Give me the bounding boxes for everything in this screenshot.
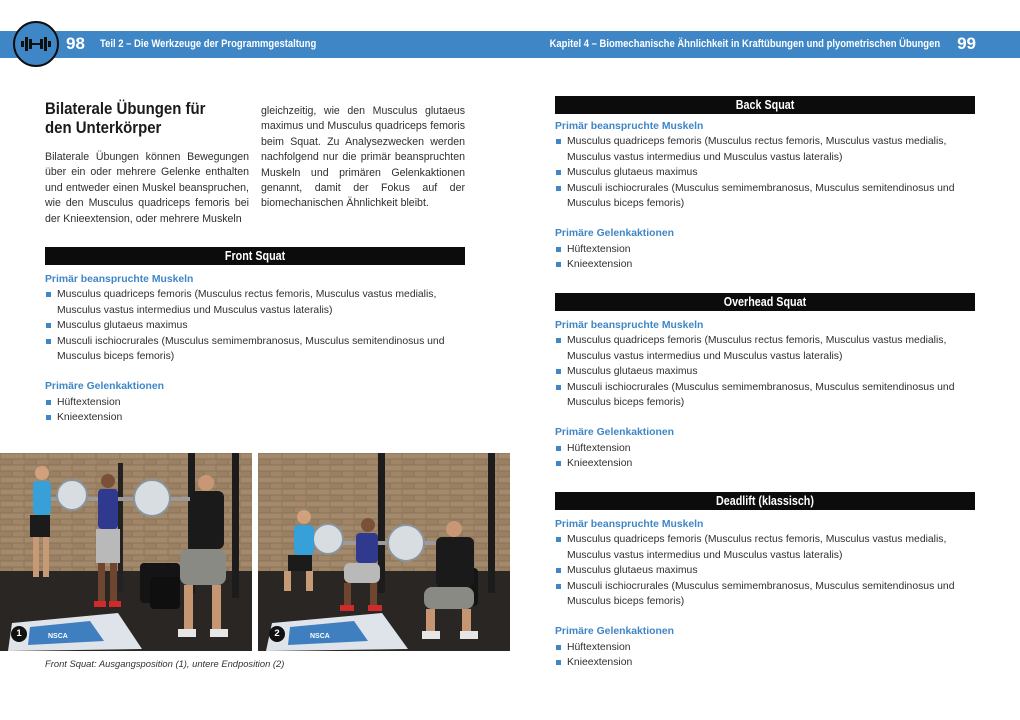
intro-paragraph-col2: gleichzeitig, wie den Musculus glutaeus maximus und Musculus quadriceps femoris beim Squat. Zu Analysezwecken werden nachfolgend nur die primär beanspruchten Muskeln und primären Gelenkaktionen genannt, damit der Fokus auf der biomechanischen Ähnlichkeit bleibt. [261,105,465,210]
joints-list [555,640,975,671]
joints-label: Primäre Gelenkaktionen [555,626,674,638]
list-item: Musculus quadriceps femoris (Musculus rectus femoris, Musculus vastus medialis, Musculus vastus intermedius und Musculus vastus lateralis) [555,333,975,364]
dumbbell-logo-icon [13,21,59,67]
list-item: Musculus quadriceps femoris (Musculus rectus femoris, Musculus vastus medialis, Musculus vastus intermedius und Musculus vastus lateralis) [555,134,975,165]
exercise-heading-deadlift: Deadlift (klassisch) [555,492,975,510]
dumbbell-icon [21,35,51,53]
exercise-heading-front-squat: Front Squat [45,247,465,265]
intro-paragraph-col1: Bilaterale Übungen können Bewegungen über ein oder mehrere Gelenke enthalten und entweder einen Muskel beanspruchen, wie den Musculus quadriceps femoris bei der Knieextension, oder mehrere Muskeln [45,151,249,225]
figure-caption: Front Squat: Ausgangsposition (1), untere Endposition (2) [45,658,285,669]
joints-label: Primäre Gelenkaktionen [555,228,674,240]
photo-illustration [0,453,252,651]
list-item: Musculus glutaeus maximus [555,364,975,379]
page-number-right: 99 [957,34,976,53]
photo-illustration [258,453,510,651]
list-item: Hüftextension [555,441,975,456]
section-title: Bilaterale Übungen für den Unterkörper [45,99,206,137]
list-item: Musculus glutaeus maximus [555,563,975,578]
floor-logo-text: NSCA [310,633,330,640]
exercise-block-front-squat [45,272,465,426]
muscles-list [555,333,975,410]
list-item: Musculi ischiocrurales (Musculus semimembranosus, Musculus semitendinosus und Musculus biceps femoris) [555,579,975,610]
page-number-left: 98 [66,34,85,53]
list-item: Hüftextension [45,395,465,410]
list-item: Musculi ischiocrurales (Musculus semimembranosus, Musculus semitendinosus und Musculus biceps femoris) [45,334,465,365]
list-item: Musculi ischiocrurales (Musculus semimembranosus, Musculus semitendinosus und Musculus biceps femoris) [555,181,975,212]
joints-list [45,395,465,426]
photo-badge-2: 2 [269,626,285,642]
list-item: Knieextension [45,410,465,425]
list-item: Knieextension [555,257,975,272]
running-head-right: Kapitel 4 – Biomechanische Ähnlichkeit in Kraftübungen und plyometrischen Übungen [549,38,940,50]
muscles-list [555,134,975,211]
list-item: Musculi ischiocrurales (Musculus semimembranosus, Musculus semitendinosus und Musculus biceps femoris) [555,380,975,411]
muscles-label: Primär beanspruchte Muskeln [555,519,704,530]
photo-front-squat-start [0,453,252,651]
photo-front-squat-bottom [258,453,510,651]
list-item: Musculus quadriceps femoris (Musculus rectus femoris, Musculus vastus medialis, Musculus vastus intermedius und Musculus vastus lateralis) [45,287,465,318]
page-header [0,31,1020,58]
joints-label: Primäre Gelenkaktionen [45,381,164,393]
list-item: Knieextension [555,655,975,670]
running-head-left: Teil 2 – Die Werkzeuge der Programmgestaltung [100,38,317,50]
list-item: Musculus glutaeus maximus [555,165,975,180]
exercise-block-overhead-squat [555,318,975,472]
exercise-heading-back-squat: Back Squat [555,96,975,114]
exercise-block-back-squat [555,119,975,273]
muscles-list [555,532,975,609]
joints-list [555,242,975,273]
list-item: Hüftextension [555,242,975,257]
list-item: Musculus glutaeus maximus [45,318,465,333]
list-item: Musculus quadriceps femoris (Musculus rectus femoris, Musculus vastus medialis, Musculus vastus intermedius und Musculus vastus lateralis) [555,532,975,563]
floor-logo-text: NSCA [48,633,68,640]
muscles-label: Primär beanspruchte Muskeln [555,121,704,132]
muscles-label: Primär beanspruchte Muskeln [45,274,194,285]
muscles-list [45,287,465,364]
joints-list [555,441,975,472]
muscles-label: Primär beanspruchte Muskeln [555,320,704,331]
list-item: Knieextension [555,456,975,471]
list-item: Hüftextension [555,640,975,655]
exercise-block-deadlift [555,517,975,671]
exercise-heading-overhead-squat: Overhead Squat [555,293,975,311]
joints-label: Primäre Gelenkaktionen [555,427,674,439]
photo-badge-1: 1 [11,626,27,642]
